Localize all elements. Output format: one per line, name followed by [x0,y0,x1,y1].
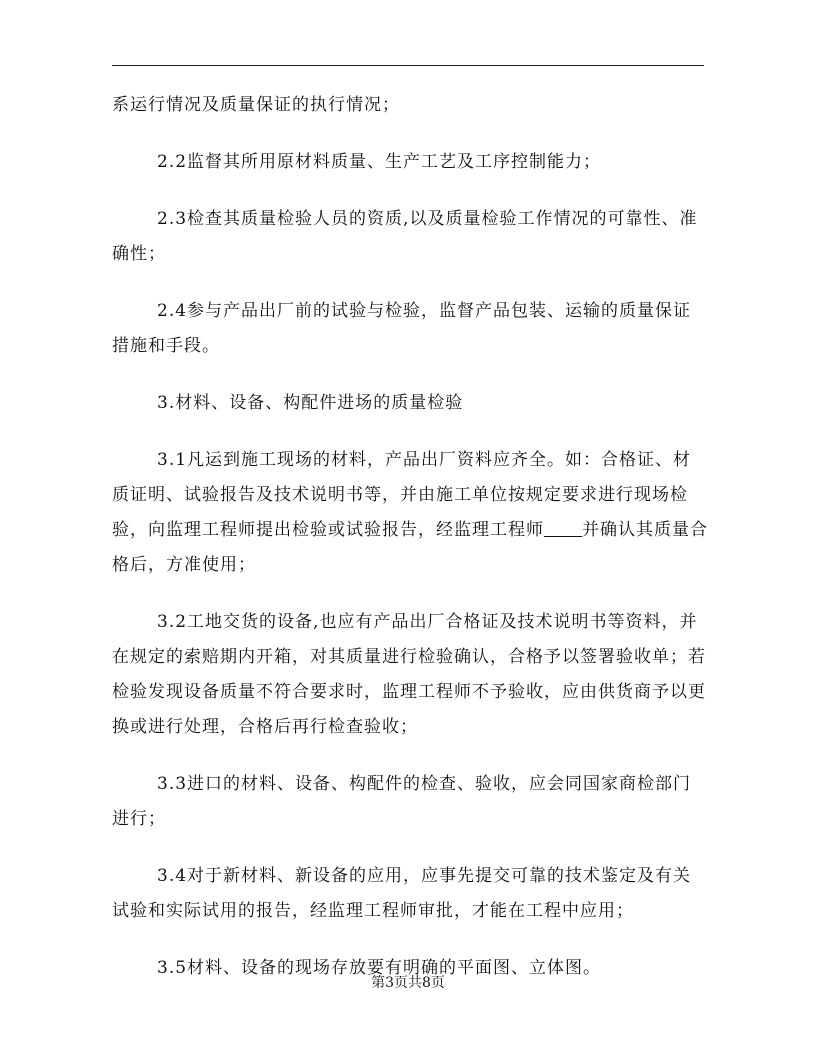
paragraph-2-2: 2.2监督其所用原材料质量、生产工艺及工序控制能力； [157,152,602,172]
paragraph-3-4: 3.4对于新材料、新设备的应用，应事先提交可靠的技术鉴定及有关试验和实际试用的报告，经监理工程师审批，才能在工程中应用； [112,866,692,921]
paragraph-2-3: 2.3检查其质量检验人员的资质,以及质量检验工作情况的可靠性、准确性； [112,209,698,264]
paragraph-continuation: 系运行情况及质量保证的执行情况； [112,95,400,115]
paragraph-3-2: 3.2工地交货的设备,也应有产品出厂合格证及技术说明书等资料，并在规定的索赔期内开箱，对其质量进行检验确认，合格予以签署验收单；若检验发现设备质量不符合要求时，监理工程师不予验收，应由供货商予以更换或进行处理，合格后再行检查验收； [112,612,706,737]
paragraph-3-1 [112,443,708,583]
paragraph-2-4: 2.4参与产品出厂前的试验与检验，监督产品包装、运输的质量保证措施和手段。 [112,301,692,356]
paragraph-3-1-after: 并确认其质量合格后，方准使用； [112,520,708,575]
paragraph-3-3: 3.3进口的材料、设备、构配件的检查、验收，应会同国家商检部门进行； [112,774,692,829]
fill-blank [544,516,582,537]
header-rule [112,65,704,66]
section-heading-3: 3.材料、设备、构配件进场的质量检验 [157,393,464,413]
document-body [112,88,708,1008]
page-number: 第3页共8页 [371,975,445,991]
paragraph-3-1-before: 3.1凡运到施工现场的材料，产品出厂资料应齐全。如：合格证、材质证明、试验报告及技术说明书等，并由施工单位按规定要求进行现场检验，向监理工程师提出检验或试验报告，经监理工程师 [112,450,692,540]
paragraph-3-5: 3.5材料、设备的现场存放要有明确的平面图、立体图。 [157,958,602,978]
